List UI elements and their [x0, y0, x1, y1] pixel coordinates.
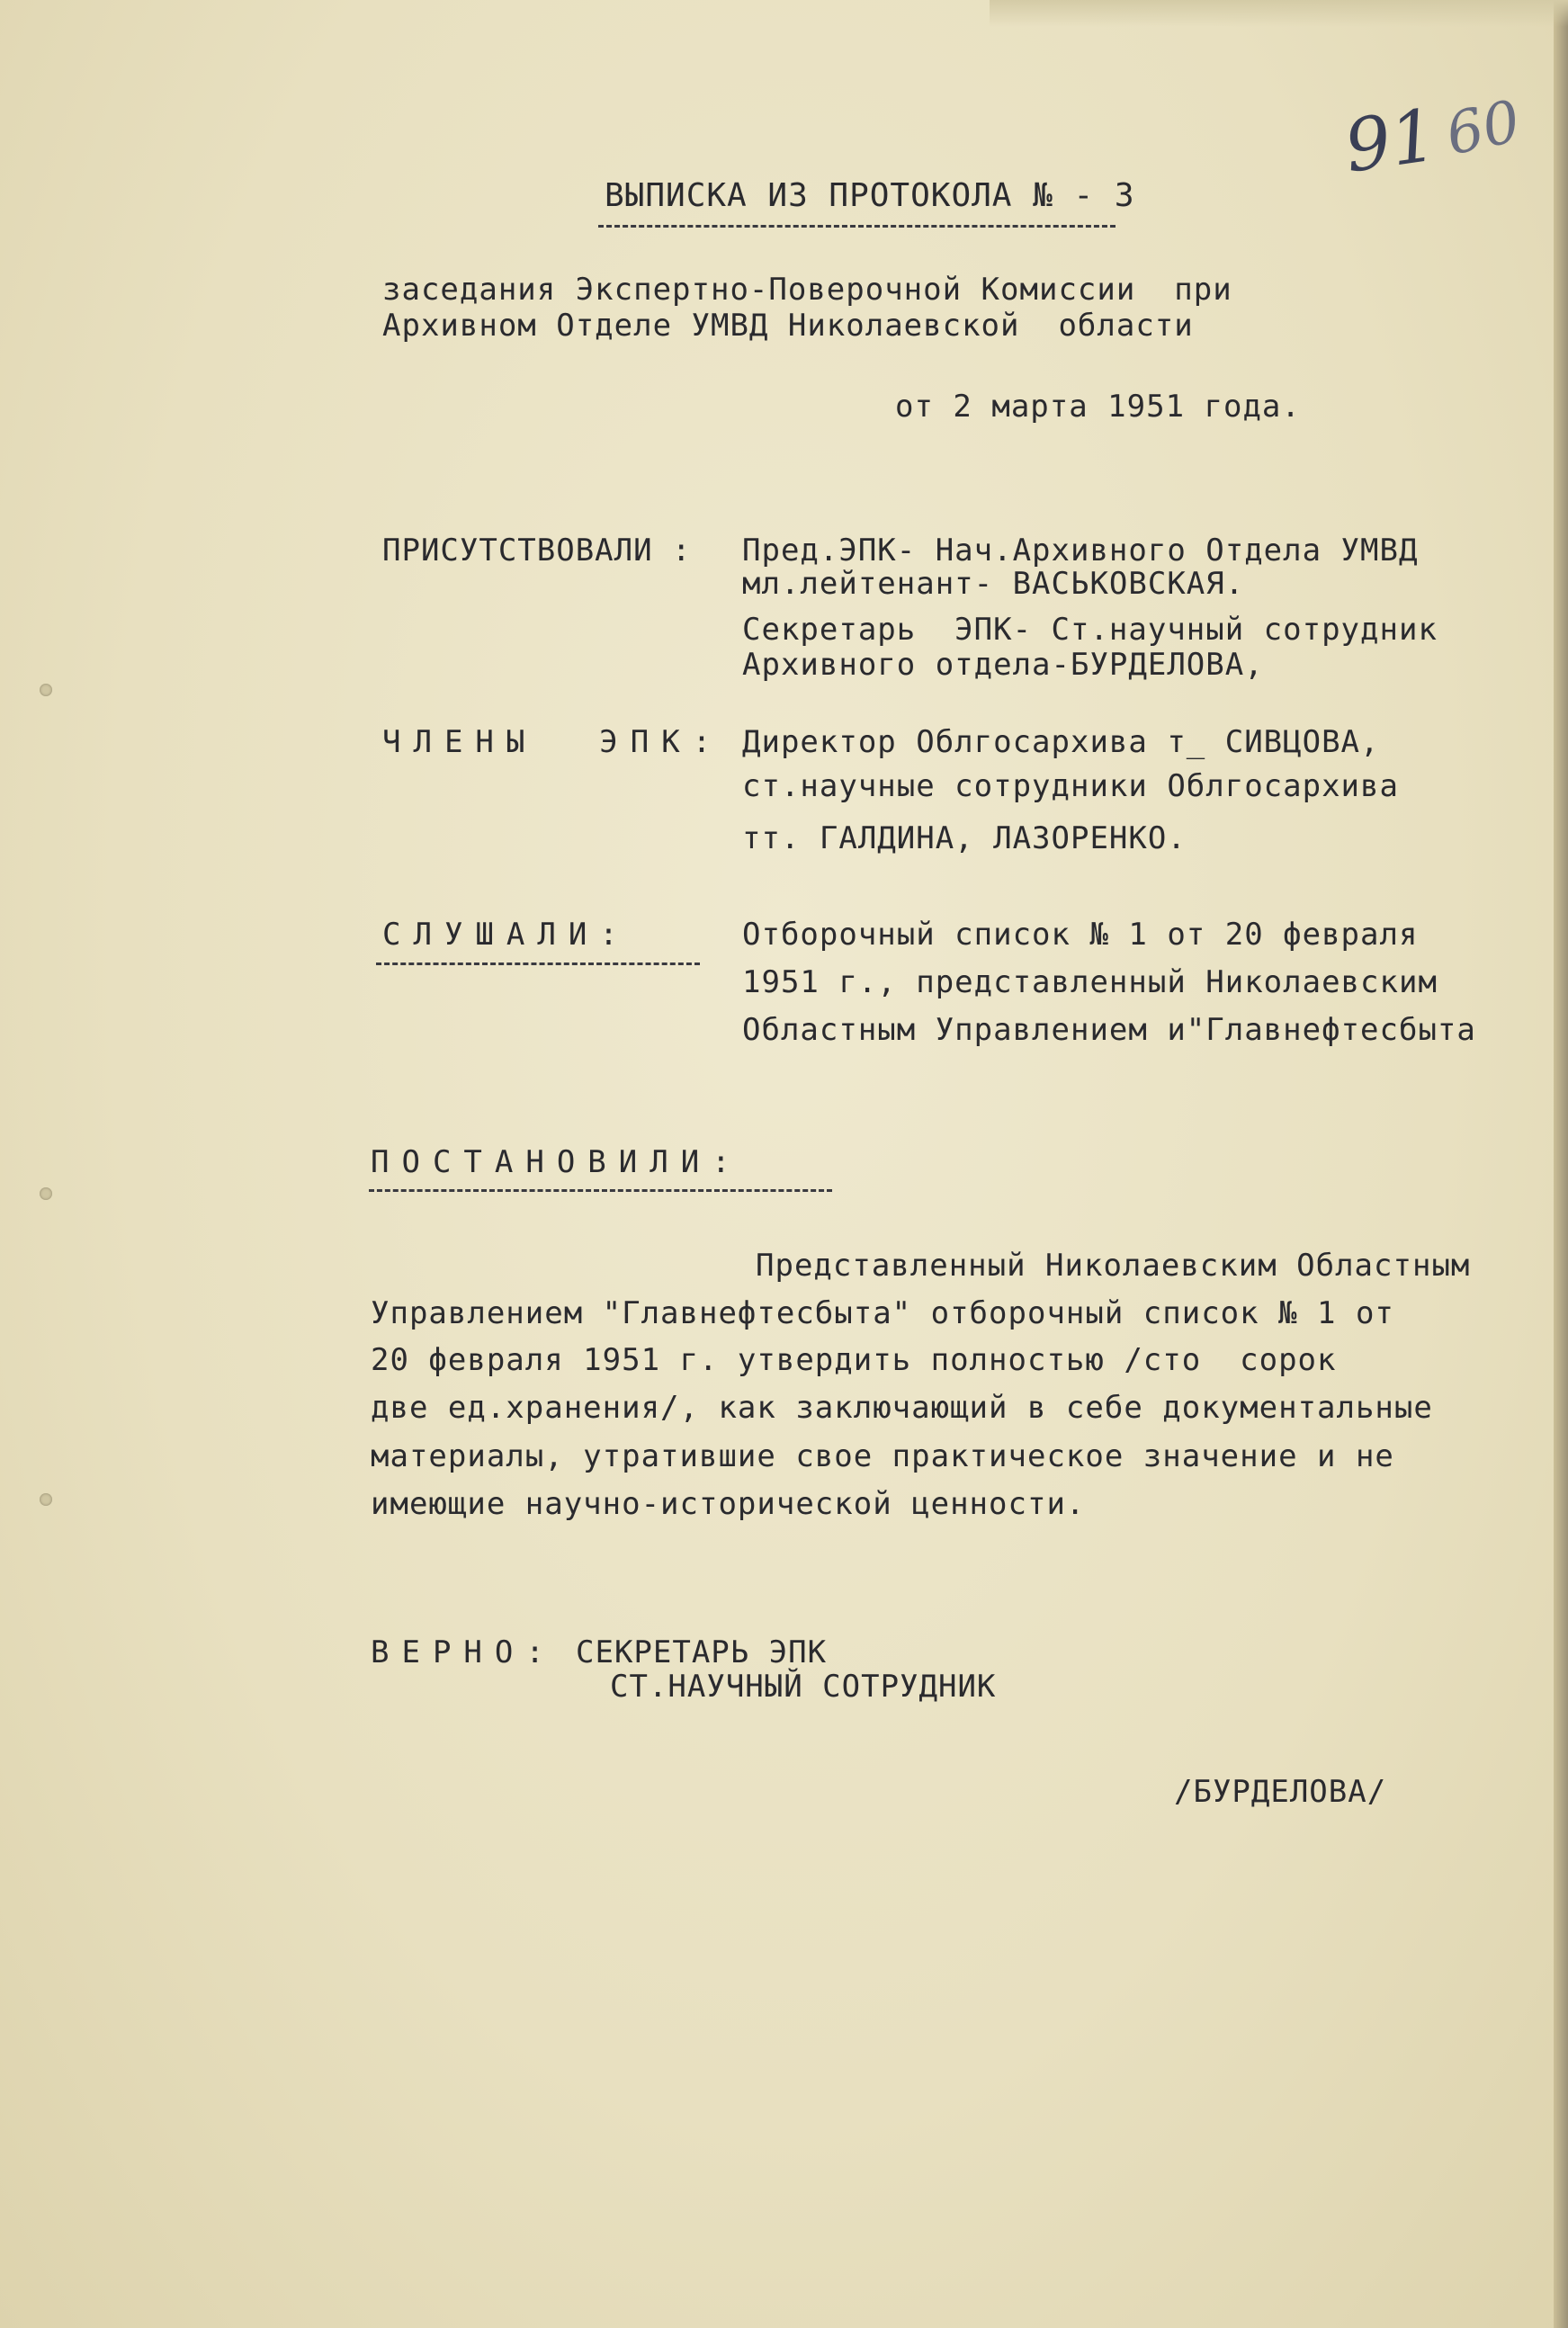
resolved-label: ПОСТАНОВИЛИ: [371, 1144, 743, 1180]
subtitle-line-1: заседания Экспертно-Поверочной Комиссии при [382, 272, 1232, 308]
resolved-line-1: Представленный Николаевским Областным [756, 1248, 1471, 1284]
certified-label: ВЕРНО: [371, 1634, 557, 1670]
present-line-4: Архивного отдела-БУРДЕЛОВА, [742, 647, 1264, 683]
title-underline [598, 225, 1116, 228]
certified-line-2: СТ.НАУЧНЫЙ СОТРУДНИК [610, 1669, 997, 1705]
resolved-line-2: Управлением "Главнефтесбыта" отборочный список № 1 от [371, 1295, 1394, 1331]
certified-line-1: СЕКРЕТАРЬ ЭПК [576, 1634, 828, 1670]
members-line-1: Директор Облгосархива т_ СИВЦОВА, [742, 724, 1380, 760]
handwritten-page-number: 91 [1340, 93, 1442, 189]
members-line-2: ст.научные сотрудники Облгосархива [742, 768, 1399, 804]
heard-label: СЛУШАЛИ: [382, 917, 631, 953]
punch-hole [40, 1493, 52, 1506]
heard-line-2: 1951 г., представленный Николаевским [742, 964, 1438, 1000]
resolved-line-4: две ед.хранения/, как заключающий в себе документальные [371, 1390, 1433, 1426]
present-line-3: Секретарь ЭПК- Ст.научный сотрудник [742, 612, 1438, 648]
document-date: от 2 марта 1951 года. [895, 389, 1301, 425]
present-line-2: мл.лейтенант- ВАСЬКОВСКАЯ. [742, 566, 1245, 602]
members-label: ЧЛЕНЫ ЭПК: [382, 724, 724, 760]
signature-name: /БУРДЕЛОВА/ [1174, 1774, 1387, 1810]
resolved-line-5: материалы, утратившие свое практическое значение и не [371, 1438, 1394, 1474]
present-label: ПРИСУТСТВОВАЛИ : [382, 533, 692, 569]
paper-top-shadow [990, 0, 1568, 27]
paper-edge [1554, 0, 1568, 2328]
punch-hole [40, 1187, 52, 1200]
resolved-line-6: имеющие научно-исторической ценности. [371, 1486, 1086, 1522]
resolved-underline [369, 1189, 832, 1192]
handwritten-page-number-alt: 60 [1440, 88, 1527, 169]
resolved-line-3: 20 февраля 1951 г. утвердить полностью /сто сорок [371, 1342, 1337, 1378]
heard-line-1: Отборочный список № 1 от 20 февраля [742, 917, 1419, 953]
punch-hole [40, 684, 52, 696]
document-title: ВЫПИСКА ИЗ ПРОТОКОЛА № - 3 [605, 177, 1135, 214]
heard-underline [376, 963, 700, 965]
members-line-3: тт. ГАЛДИНА, ЛАЗОРЕНКО. [742, 820, 1187, 856]
subtitle-line-2: Архивном Отделе УМВД Николаевской области [382, 308, 1194, 344]
heard-line-3: Областным Управлением и"Главнефтесбыта [742, 1012, 1476, 1048]
present-line-1: Пред.ЭПК- Нач.Архивного Отдела УМВД [742, 533, 1419, 569]
